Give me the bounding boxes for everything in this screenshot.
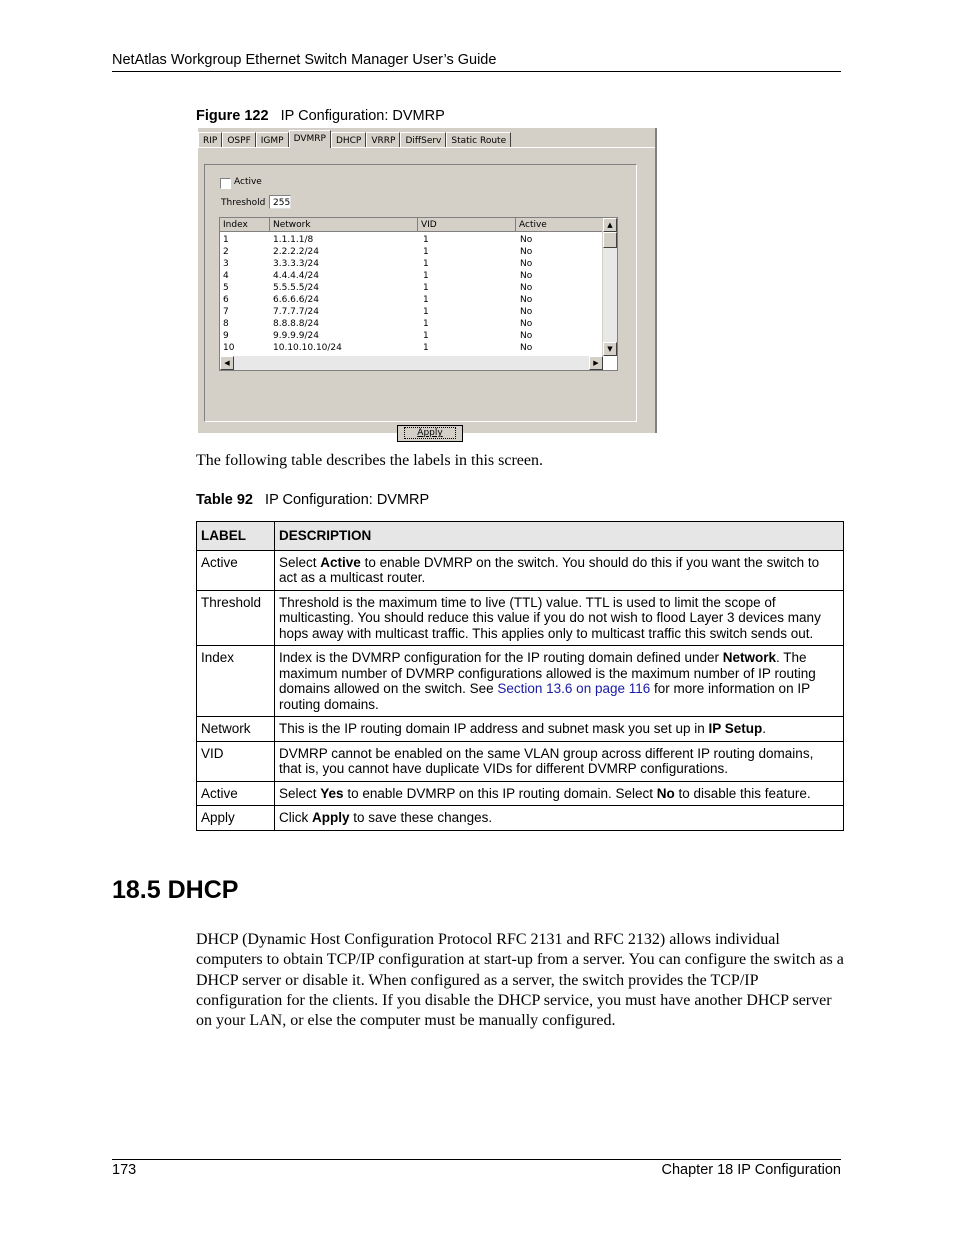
list-cell-network: 1.1.1.1/8: [273, 235, 314, 245]
list-cell-network: 5.5.5.5/24: [273, 283, 319, 293]
description-text: This is the IP routing domain IP address and subnet mask you set up in: [279, 721, 709, 736]
description-text: Click: [279, 810, 312, 825]
threshold-input[interactable]: 255: [269, 195, 291, 209]
table-cell-label: VID: [197, 741, 275, 781]
description-text: Select: [279, 785, 321, 801]
description-table: [196, 521, 844, 831]
description-text: .: [762, 721, 767, 736]
scroll-right-icon[interactable]: ▶: [589, 356, 603, 370]
table-cell-label: Active: [197, 550, 275, 590]
list-header-active[interactable]: Active: [516, 218, 604, 232]
figure-label: Figure 122: [196, 108, 269, 124]
table-cell-description: [275, 741, 844, 781]
dvmrp-list: [219, 217, 618, 371]
table-cell-description: [275, 550, 844, 590]
list-cell-active: No: [520, 295, 533, 305]
list-cell-vid: 1: [423, 343, 429, 353]
description-text: Index is the DVMRP configuration for the IP routing domain defined under: [279, 650, 723, 665]
dvmrp-panel: [204, 164, 637, 438]
tab-bar: [198, 130, 511, 148]
threshold-label: Threshold: [221, 198, 266, 208]
table-row: [197, 806, 844, 831]
tab-static-route[interactable]: Static Route: [446, 132, 511, 148]
list-cell-network: 10.10.10.10/24: [273, 343, 342, 353]
table-row: [197, 781, 844, 806]
table-cell-label: Apply: [197, 806, 275, 831]
page-number: 173: [112, 1162, 137, 1178]
list-cell-index: 3: [223, 259, 229, 269]
dvmrp-screenshot: [198, 128, 657, 438]
apply-button[interactable]: [397, 425, 463, 442]
bold-term: No: [656, 785, 675, 801]
table-cell-label: Threshold: [197, 590, 275, 646]
table-row: [197, 550, 844, 590]
table-cell-description: [275, 717, 844, 742]
list-cell-active: No: [520, 343, 533, 353]
scroll-left-icon[interactable]: ◀: [220, 356, 234, 370]
list-cell-network: 7.7.7.7/24: [273, 307, 319, 317]
list-item[interactable]: [220, 282, 600, 294]
apply-button-label: Apply: [405, 428, 454, 438]
tab-line: [198, 147, 655, 148]
list-cell-index: 8: [223, 319, 229, 329]
list-item[interactable]: [220, 258, 600, 270]
list-cell-vid: 1: [423, 283, 429, 293]
table-cell-description: [275, 646, 844, 717]
list-header-network[interactable]: Network: [270, 218, 418, 232]
description-text: to save these changes.: [349, 810, 493, 825]
list-cell-network: 4.4.4.4/24: [273, 271, 319, 281]
list-cell-active: No: [520, 247, 533, 257]
list-cell-vid: 1: [423, 259, 429, 269]
bold-term: Active: [320, 554, 361, 570]
list-cell-index: 7: [223, 307, 229, 317]
list-cell-network: 2.2.2.2/24: [273, 247, 319, 257]
active-checkbox-label: Active: [234, 177, 262, 187]
list-cell-index: 5: [223, 283, 229, 293]
scroll-up-icon[interactable]: ▲: [603, 218, 617, 232]
list-cell-active: No: [520, 331, 533, 341]
list-cell-active: No: [520, 235, 533, 245]
tab-vrrp[interactable]: VRRP: [366, 132, 400, 148]
list-item[interactable]: [220, 270, 600, 282]
section-paragraph: DHCP (Dynamic Host Configuration Protocol RFC 2131 and RFC 2132) allows individual computers to obtain TCP/IP configuration at start-up from a server. You can configure the switch as a DHCP server or disable it. When configured as a server, the switch provides the TCP/IP configuration for the clients. If you disable the DHCP service, you must have another DHCP server on your LAN, or else the computer must be manually configured.: [196, 931, 844, 1030]
description-text: to disable this feature.: [674, 785, 811, 801]
list-cell-network: 6.6.6.6/24: [273, 295, 319, 305]
list-item[interactable]: [220, 318, 600, 330]
table-row: [197, 590, 844, 646]
bold-term: Network: [722, 650, 777, 665]
running-header: NetAtlas Workgroup Ethernet Switch Manager User’s Guide: [112, 52, 497, 68]
header-rule: [112, 71, 841, 72]
table-cell-description: [275, 590, 844, 646]
list-cell-active: No: [520, 307, 533, 317]
description-text: DVMRP cannot be enabled on the same VLAN group across different IP routing domains, that is, you cannot have duplicate VIDs for different DVMRP configurations.: [279, 745, 814, 776]
list-cell-index: 1: [223, 235, 229, 245]
tab-dvmrp[interactable]: DVMRP: [289, 130, 331, 148]
chapter-title: Chapter 18 IP Configuration: [661, 1162, 841, 1178]
list-cell-vid: 1: [423, 295, 429, 305]
list-cell-network: 9.9.9.9/24: [273, 331, 319, 341]
list-cell-vid: 1: [423, 247, 429, 257]
list-cell-index: 9: [223, 331, 229, 341]
list-cell-index: 2: [223, 247, 229, 257]
list-item[interactable]: [220, 294, 600, 306]
description-text: Select: [279, 554, 321, 570]
list-header-vid[interactable]: VID: [418, 218, 516, 232]
list-cell-active: No: [520, 319, 533, 329]
footer-rule: [112, 1159, 841, 1160]
description-table-body: [197, 550, 844, 830]
intro-text: The following table describes the labels in this screen.: [196, 452, 544, 469]
figure-title: IP Configuration: DVMRP: [280, 108, 445, 124]
table-cell-label: Index: [197, 646, 275, 717]
list-cell-active: No: [520, 271, 533, 281]
table-cell-label: Active: [197, 781, 275, 806]
bold-term: Apply: [312, 810, 350, 825]
list-cell-index: 10: [223, 343, 235, 353]
description-text: . The maximum number of DVMRP configurations allowed is the maximum number of IP routing domains allowed on the switch. See: [279, 650, 816, 696]
list-cell-active: No: [520, 283, 533, 293]
section-heading: 18.5 DHCP: [112, 876, 239, 904]
list-item[interactable]: [220, 330, 600, 342]
list-cell-vid: 1: [423, 331, 429, 341]
table-caption: [196, 492, 429, 508]
list-cell-network: 3.3.3.3/24: [273, 259, 319, 269]
list-cell-vid: 1: [423, 271, 429, 281]
table-cell-label: Network: [197, 717, 275, 742]
list-item[interactable]: [220, 246, 600, 258]
list-item[interactable]: [220, 306, 600, 318]
tab-diffserv[interactable]: DiffServ: [400, 132, 446, 148]
active-checkbox[interactable]: [220, 178, 231, 189]
list-cell-vid: 1: [423, 319, 429, 329]
list-item[interactable]: [220, 342, 600, 354]
tab-rip[interactable]: RIP: [198, 132, 222, 148]
description-text: Threshold is the maximum time to live (TTL) value. TTL is used to limit the scope of multicasting. You should reduce this value if you do not wish to flood Layer 3 devices many hops away with multicast traffic. This applies only to multicast traffic this switch sends out.: [279, 594, 821, 641]
list-cell-network: 8.8.8.8/24: [273, 319, 319, 329]
cross-reference-link[interactable]: Section 13.6 on page 116: [497, 681, 651, 696]
scroll-down-icon[interactable]: ▼: [603, 342, 617, 356]
bold-term: Yes: [320, 785, 344, 801]
table-row: [197, 646, 844, 717]
bold-term: IP Setup: [708, 721, 763, 736]
table-row: [197, 741, 844, 781]
table-header-label: LABEL: [197, 522, 275, 551]
description-text: to enable DVMRP on this IP routing domain. Select: [343, 785, 657, 801]
list-cell-vid: 1: [423, 235, 429, 245]
table-cell-description: [275, 781, 844, 806]
list-item[interactable]: [220, 234, 600, 246]
figure-caption: [196, 108, 445, 124]
description-text: to enable DVMRP on the switch. You should do this if you want the switch to act as a multicast router.: [279, 554, 820, 585]
scroll-thumb[interactable]: [603, 232, 617, 248]
table-row: [197, 717, 844, 742]
horizontal-scrollbar[interactable]: [220, 356, 603, 370]
list-cell-index: 4: [223, 271, 229, 281]
vertical-scrollbar[interactable]: [602, 218, 617, 356]
list-header-index[interactable]: Index: [220, 218, 270, 232]
list-cell-index: 6: [223, 295, 229, 305]
table-title: IP Configuration: DVMRP: [265, 492, 430, 508]
list-cell-active: No: [520, 259, 533, 269]
table-cell-description: [275, 806, 844, 831]
tab-dhcp[interactable]: DHCP: [331, 132, 366, 148]
list-cell-vid: 1: [423, 307, 429, 317]
description-text: for more information on IP routing domains.: [279, 681, 810, 712]
tab-ospf[interactable]: OSPF: [222, 132, 255, 148]
tab-igmp[interactable]: IGMP: [256, 132, 289, 148]
table-label: Table 92: [196, 492, 253, 508]
table-header-description: DESCRIPTION: [275, 522, 844, 551]
